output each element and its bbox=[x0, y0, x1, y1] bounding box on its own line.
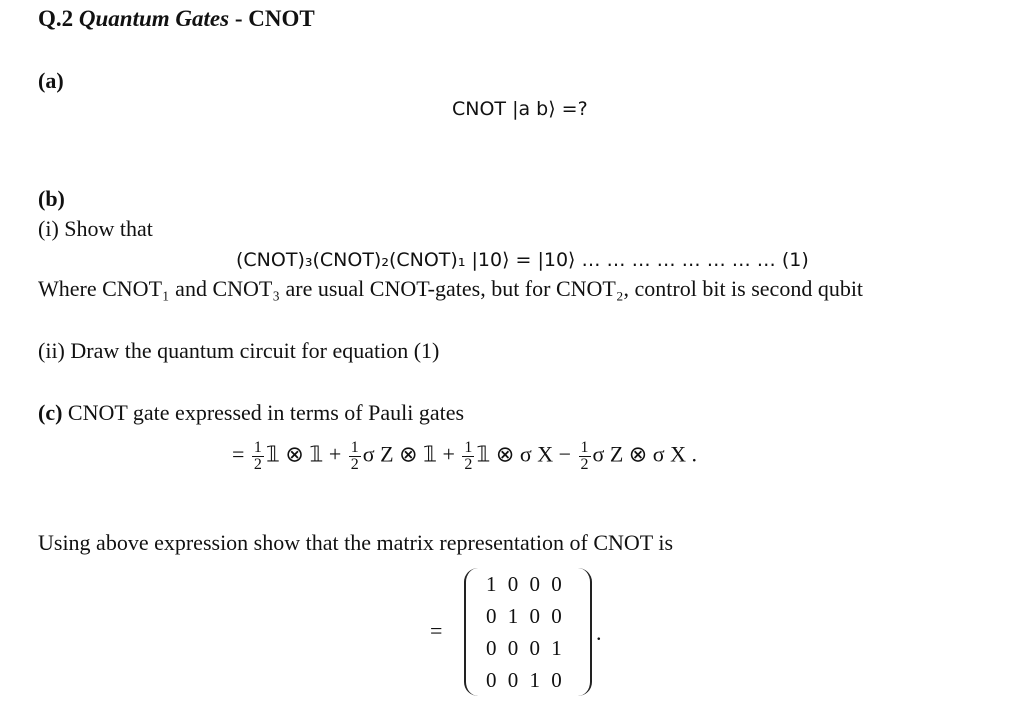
title-prefix: Q.2 bbox=[38, 6, 79, 31]
fraction-half-2: $\frac{1}{2}$ bbox=[350, 439, 359, 473]
matrix-rows bbox=[486, 568, 565, 696]
part-c-label: (c) bbox=[38, 400, 63, 425]
expr-term-2: σ Z ⊗ 𝟙 + bbox=[362, 441, 455, 467]
part-c-using-text: Using above expression show that the matrix representation of CNOT is bbox=[38, 530, 674, 555]
part-b-i-label: (i) Show that bbox=[38, 216, 153, 241]
matrix-left-bracket bbox=[464, 568, 480, 696]
matrix-row: 0 0 1 0 bbox=[486, 668, 565, 692]
matrix-row: 1 0 0 0 bbox=[486, 572, 565, 596]
title-suffix: - CNOT bbox=[229, 6, 315, 31]
part-b-equation: (CNOT)₃(CNOT)₂(CNOT)₁ |10⟩ = |10⟩ … … … … … … … … (1) bbox=[236, 249, 809, 271]
part-c-heading bbox=[38, 400, 464, 426]
matrix-row: 0 1 0 0 bbox=[486, 604, 565, 628]
fraction-half-1: $\frac{1}{2}$ bbox=[253, 439, 262, 473]
matrix-period: . bbox=[596, 620, 602, 645]
matrix-equals: = bbox=[430, 618, 443, 643]
part-a-label: (a) bbox=[38, 68, 64, 93]
part-c-heading-text: CNOT gate expressed in terms of Pauli gates bbox=[62, 400, 465, 425]
matrix-right-bracket bbox=[576, 568, 592, 696]
part-a-equation: CNOT |a b⟩ =? bbox=[452, 98, 588, 120]
expr-equals: = bbox=[232, 441, 245, 467]
expr-term-4: σ Z ⊗ σ X . bbox=[592, 441, 697, 467]
fraction-half-4: $\frac{1}{2}$ bbox=[580, 439, 589, 473]
pauli-expression bbox=[232, 440, 697, 473]
fraction-half-3: $\frac{1}{2}$ bbox=[464, 439, 473, 473]
part-b-label: (b) bbox=[38, 186, 65, 211]
part-b-where-text: Where CNOT₁ and CNOT₃ are usual CNOT-gates, but for CNOT₂, control bit is second qubit bbox=[38, 276, 864, 301]
part-b-ii-text: (ii) Draw the quantum circuit for equation (1) bbox=[38, 338, 440, 363]
question-title bbox=[38, 6, 315, 32]
title-italic: Quantum Gates bbox=[78, 6, 230, 31]
expr-term-1: 𝟙 ⊗ 𝟙 + bbox=[265, 441, 342, 467]
expr-term-3: 𝟙 ⊗ σ X − bbox=[476, 441, 571, 467]
matrix-row: 0 0 0 1 bbox=[486, 636, 565, 660]
cnot-matrix bbox=[464, 568, 592, 696]
